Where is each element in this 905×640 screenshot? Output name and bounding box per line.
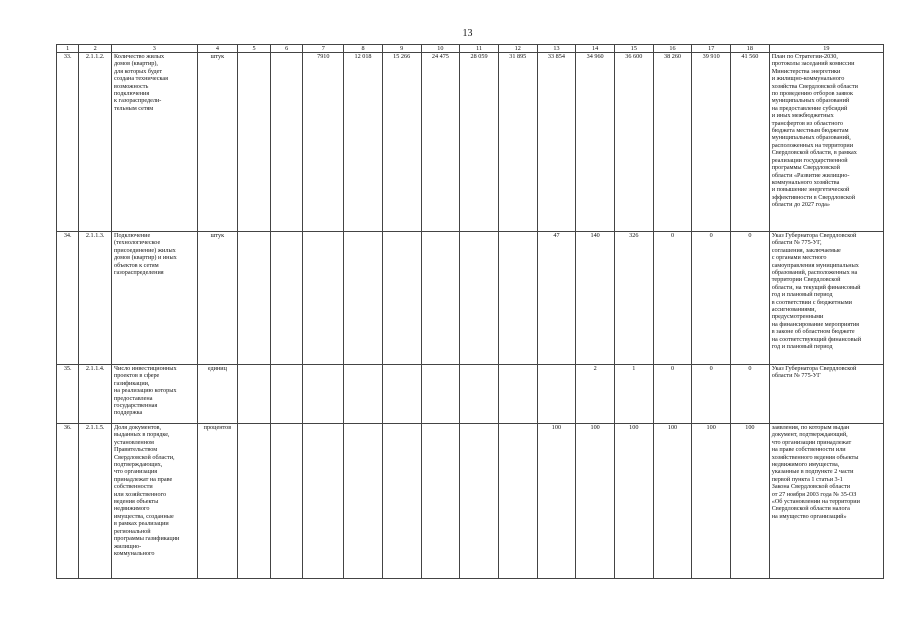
value-cell: 7910 [303,53,344,232]
column-header: 9 [382,45,421,53]
source-cell: заявления, по которым выдан документ, подтверждающий, что организации принадлежат на праве собственности или хозяйственного ведения объекты недвижимого имущества, указанные в подпункте 2 части первой пункта 1 статьи 3-1 Закона Свердловской области от 27 ноября 2003 года № 35-ОЗ «Об установлении на территории Свердловской области налога на имущество организаций» [769,424,883,579]
value-cell [537,365,576,424]
table-row [57,424,884,579]
row-number: 33. [57,53,79,232]
unit-cell: штук [197,53,238,232]
value-cell: 39 910 [692,53,731,232]
value-cell [303,365,344,424]
value-cell [498,424,537,579]
column-header: 2 [79,45,112,53]
value-cell: 0 [692,232,731,365]
column-header: 13 [537,45,576,53]
value-cell: 2 [576,365,615,424]
row-number: 35. [57,365,79,424]
value-cell: 15 266 [382,53,421,232]
column-header: 16 [653,45,692,53]
column-header: 5 [238,45,271,53]
column-header: 17 [692,45,731,53]
value-cell: 100 [537,424,576,579]
table-row [57,365,884,424]
value-cell: 0 [653,232,692,365]
value-cell [382,424,421,579]
value-cell: 100 [731,424,770,579]
value-cell [270,53,303,232]
table-row [57,53,884,232]
unit-cell: процентов [197,424,238,579]
value-cell: 34 960 [576,53,615,232]
value-cell [303,232,344,365]
value-cell [382,365,421,424]
value-cell: 100 [614,424,653,579]
value-cell: 41 560 [731,53,770,232]
value-cell [344,232,383,365]
unit-cell: единиц [197,365,238,424]
column-header: 12 [498,45,537,53]
source-cell: Указ Губернатора Свердловской области № 775-УГ [769,365,883,424]
value-cell [421,424,460,579]
page-number: 13 [462,28,473,39]
value-cell: 0 [731,232,770,365]
unit-cell: штук [197,232,238,365]
value-cell: 36 600 [614,53,653,232]
value-cell: 100 [576,424,615,579]
indicator-name: Подключение (технологическое присоединение) жилых домов (квартир) и иных объектов к сетям газораспределения [111,232,197,365]
value-cell [382,232,421,365]
row-number: 34. [57,232,79,365]
value-cell [238,365,271,424]
value-cell: 28 059 [460,53,499,232]
value-cell: 0 [653,365,692,424]
indicator-name: Доля документов, выданных в порядке, установленном Правительством Свердловской области, подтверждающих, что организация принадлежат на праве собственности или хозяйственного ведения объекты недвижимого имущества, созданные в рамках реализации региональной программы газификации жилищно- коммунального [111,424,197,579]
column-header: 15 [614,45,653,53]
source-cell: Указ Губернатора Свердловской области № 775-УГ, соглашения, заключаемые с органами местного самоуправления муниципальных образований, расположенных на территории Свердловской области, на текущий финансовый год и плановый период в соответствии с бюджетными ассигнованиями, предусмотренными на финансирование мероприятия в законе об областном бюджете на соответствующий финансовый год и плановый период [769,232,883,365]
value-cell: 31 895 [498,53,537,232]
column-header: 4 [197,45,238,53]
indicators-table [56,44,884,579]
column-number-row [57,45,884,53]
value-cell: 1 [614,365,653,424]
value-cell [460,365,499,424]
column-header: 6 [270,45,303,53]
value-cell [421,365,460,424]
value-cell [270,365,303,424]
column-header: 11 [460,45,499,53]
value-cell [238,424,271,579]
value-cell: 38 260 [653,53,692,232]
value-cell [344,424,383,579]
value-cell: 140 [576,232,615,365]
indicator-name: Количество жилых домов (квартир), для которых будет создана техническая возможность подключения к газораспредели- тельным сетям [111,53,197,232]
value-cell: 100 [653,424,692,579]
value-cell [303,424,344,579]
source-cell: План по Стратегии-2030, протоколы заседаний комиссии Министерства энергетики и жилищно-коммунального хозяйства Свердловской области по проведению отборов заявок муниципальных образований на предоставление субсидий и иных межбюджетных трансфертов из областного бюджета местным бюджетам муниципальных образований, расположенных на территории Свердловской области, в рамках реализации государственной программы Свердловской области «Развитие жилищно- коммунального хозяйства и повышение энергетической эффективности в Свердловской области до 2027 года» [769,53,883,232]
value-cell: 326 [614,232,653,365]
row-number: 36. [57,424,79,579]
value-cell [344,365,383,424]
value-cell: 0 [692,365,731,424]
value-cell: 47 [537,232,576,365]
value-cell [460,232,499,365]
value-cell [270,424,303,579]
value-cell: 12 018 [344,53,383,232]
value-cell [238,232,271,365]
column-header: 18 [731,45,770,53]
column-header: 3 [111,45,197,53]
value-cell [421,232,460,365]
value-cell: 24 475 [421,53,460,232]
table-row [57,232,884,365]
column-header: 8 [344,45,383,53]
column-header: 10 [421,45,460,53]
row-code: 2.1.1.2. [79,53,112,232]
value-cell [238,53,271,232]
row-code: 2.1.1.3. [79,232,112,365]
value-cell: 100 [692,424,731,579]
indicator-name: Число инвестиционных проектов в сфере газификации, на реализацию которых предоставлена государственная поддержка [111,365,197,424]
column-header: 19 [769,45,883,53]
row-code: 2.1.1.5. [79,424,112,579]
value-cell [460,424,499,579]
column-header: 1 [57,45,79,53]
value-cell [270,232,303,365]
column-header: 14 [576,45,615,53]
value-cell [498,365,537,424]
row-code: 2.1.1.4. [79,365,112,424]
column-header: 7 [303,45,344,53]
value-cell: 33 854 [537,53,576,232]
value-cell [498,232,537,365]
value-cell: 0 [731,365,770,424]
